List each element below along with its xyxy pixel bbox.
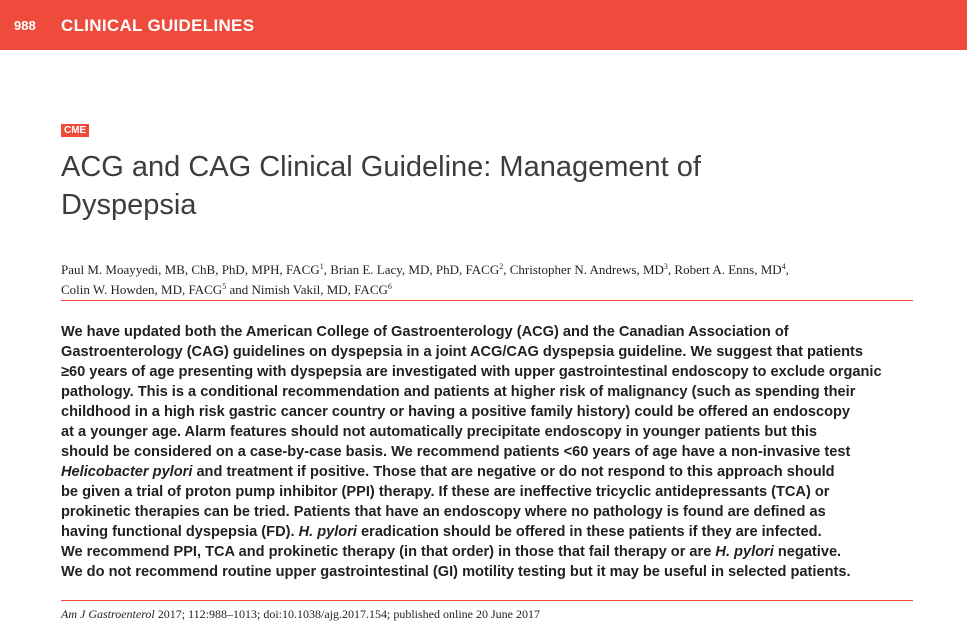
abstract-line — [61, 422, 921, 442]
abstract-line — [61, 362, 921, 382]
citation-details: 2017; 112:988–1013; doi:10.1038/ajg.2017.154; published online 20 June 2017 — [154, 607, 540, 621]
abstract-line — [61, 542, 921, 562]
abstract-italic-term: Helicobacter pylori — [61, 464, 193, 480]
journal-name: Am J Gastroenterol — [61, 607, 155, 621]
abstract-line — [61, 382, 921, 402]
title-line: ACG and CAG Clinical Guideline: Management of — [61, 151, 701, 183]
abstract-text: ≥60 years of age presenting with dyspepsia are investigated with upper gastrointestinal endoscopy to exclude organic — [61, 364, 882, 380]
abstract-line — [61, 462, 921, 482]
abstract-text: be given a trial of proton pump inhibitor (PPI) therapy. If these are ineffective tricyclic antidepressants (TCA) or — [61, 484, 830, 500]
abstract-italic-term: H. pylori — [715, 544, 774, 560]
abstract-line — [61, 562, 921, 582]
author: Robert A. Enns, $MD^4$, — [674, 262, 789, 277]
abstract-text: We have updated both the American College of Gastroenterology (ACG) and the Canadian Association of — [61, 324, 789, 340]
abstract-text: prokinetic therapies can be tried. Patients that have an endoscopy where no pathology is found are defined as — [61, 504, 826, 520]
abstract-text: eradication should be offered in these patients if they are infected. — [356, 524, 822, 540]
abstract-text: We do not recommend routine upper gastrointestinal (GI) motility testing but it may be useful in selected patients. — [61, 564, 851, 580]
author: Nimish Vakil, MD, FACG$^6$ — [251, 282, 392, 297]
abstract-line — [61, 522, 921, 542]
abstract-text: and treatment if positive. Those that are negative or do not respond to this approach should — [192, 464, 835, 480]
abstract-text: We recommend PPI, TCA and prokinetic therapy (in that order) in those that fail therapy or are — [61, 544, 716, 560]
author: Brian E. Lacy, MD, PhD, FACG$^2$, — [330, 262, 510, 277]
abstract-text: pathology. This is a conditional recommendation and patients at higher risk of malignancy (such as spending their — [61, 384, 856, 400]
abstract-line — [61, 342, 921, 362]
abstract-text: Gastroenterology (CAG) guidelines on dyspepsia in a joint ACG/CAG dyspepsia guideline. We suggest that patients — [61, 344, 863, 360]
author: Christopher N. Andrews, $MD^3$, — [509, 262, 675, 277]
abstract-text: childhood in a high risk gastric cancer country or having a positive family history) could be offered an endoscopy — [61, 404, 851, 420]
citation — [61, 607, 921, 622]
title-line: Dyspepsia — [61, 189, 197, 221]
abstract-text: having functional dyspepsia (FD). — [61, 524, 299, 540]
abstract-line — [61, 402, 921, 422]
section-title: CLINICAL GUIDELINES — [61, 16, 255, 35]
cme-badge: CME — [61, 124, 89, 137]
abstract-line — [61, 502, 921, 522]
author-list — [61, 260, 921, 300]
abstract-italic-term: H. pylori — [298, 524, 357, 540]
abstract-text: should be considered on a case-by-case basis. We recommend patients <60 years of age have a non-invasive test — [61, 444, 851, 460]
abstract-line — [61, 442, 921, 462]
abstract-line — [61, 322, 921, 342]
author: Colin W. Howden, MD, FACG$^5$ and — [61, 282, 252, 297]
header-bar — [0, 0, 967, 50]
abstract-line — [61, 482, 921, 502]
article-title — [61, 148, 921, 224]
page-number: 988 — [14, 18, 36, 33]
author: Paul M. Moayyedi, MB, ChB, PhD, MPH, FACG$^1$, — [61, 262, 331, 277]
abstract — [61, 322, 921, 582]
divider-rule — [61, 300, 913, 301]
abstract-text: negative. — [773, 544, 842, 560]
abstract-text: at a younger age. Alarm features should not automatically precipitate endoscopy in younger patients but this — [61, 424, 818, 440]
divider-rule — [61, 600, 913, 601]
